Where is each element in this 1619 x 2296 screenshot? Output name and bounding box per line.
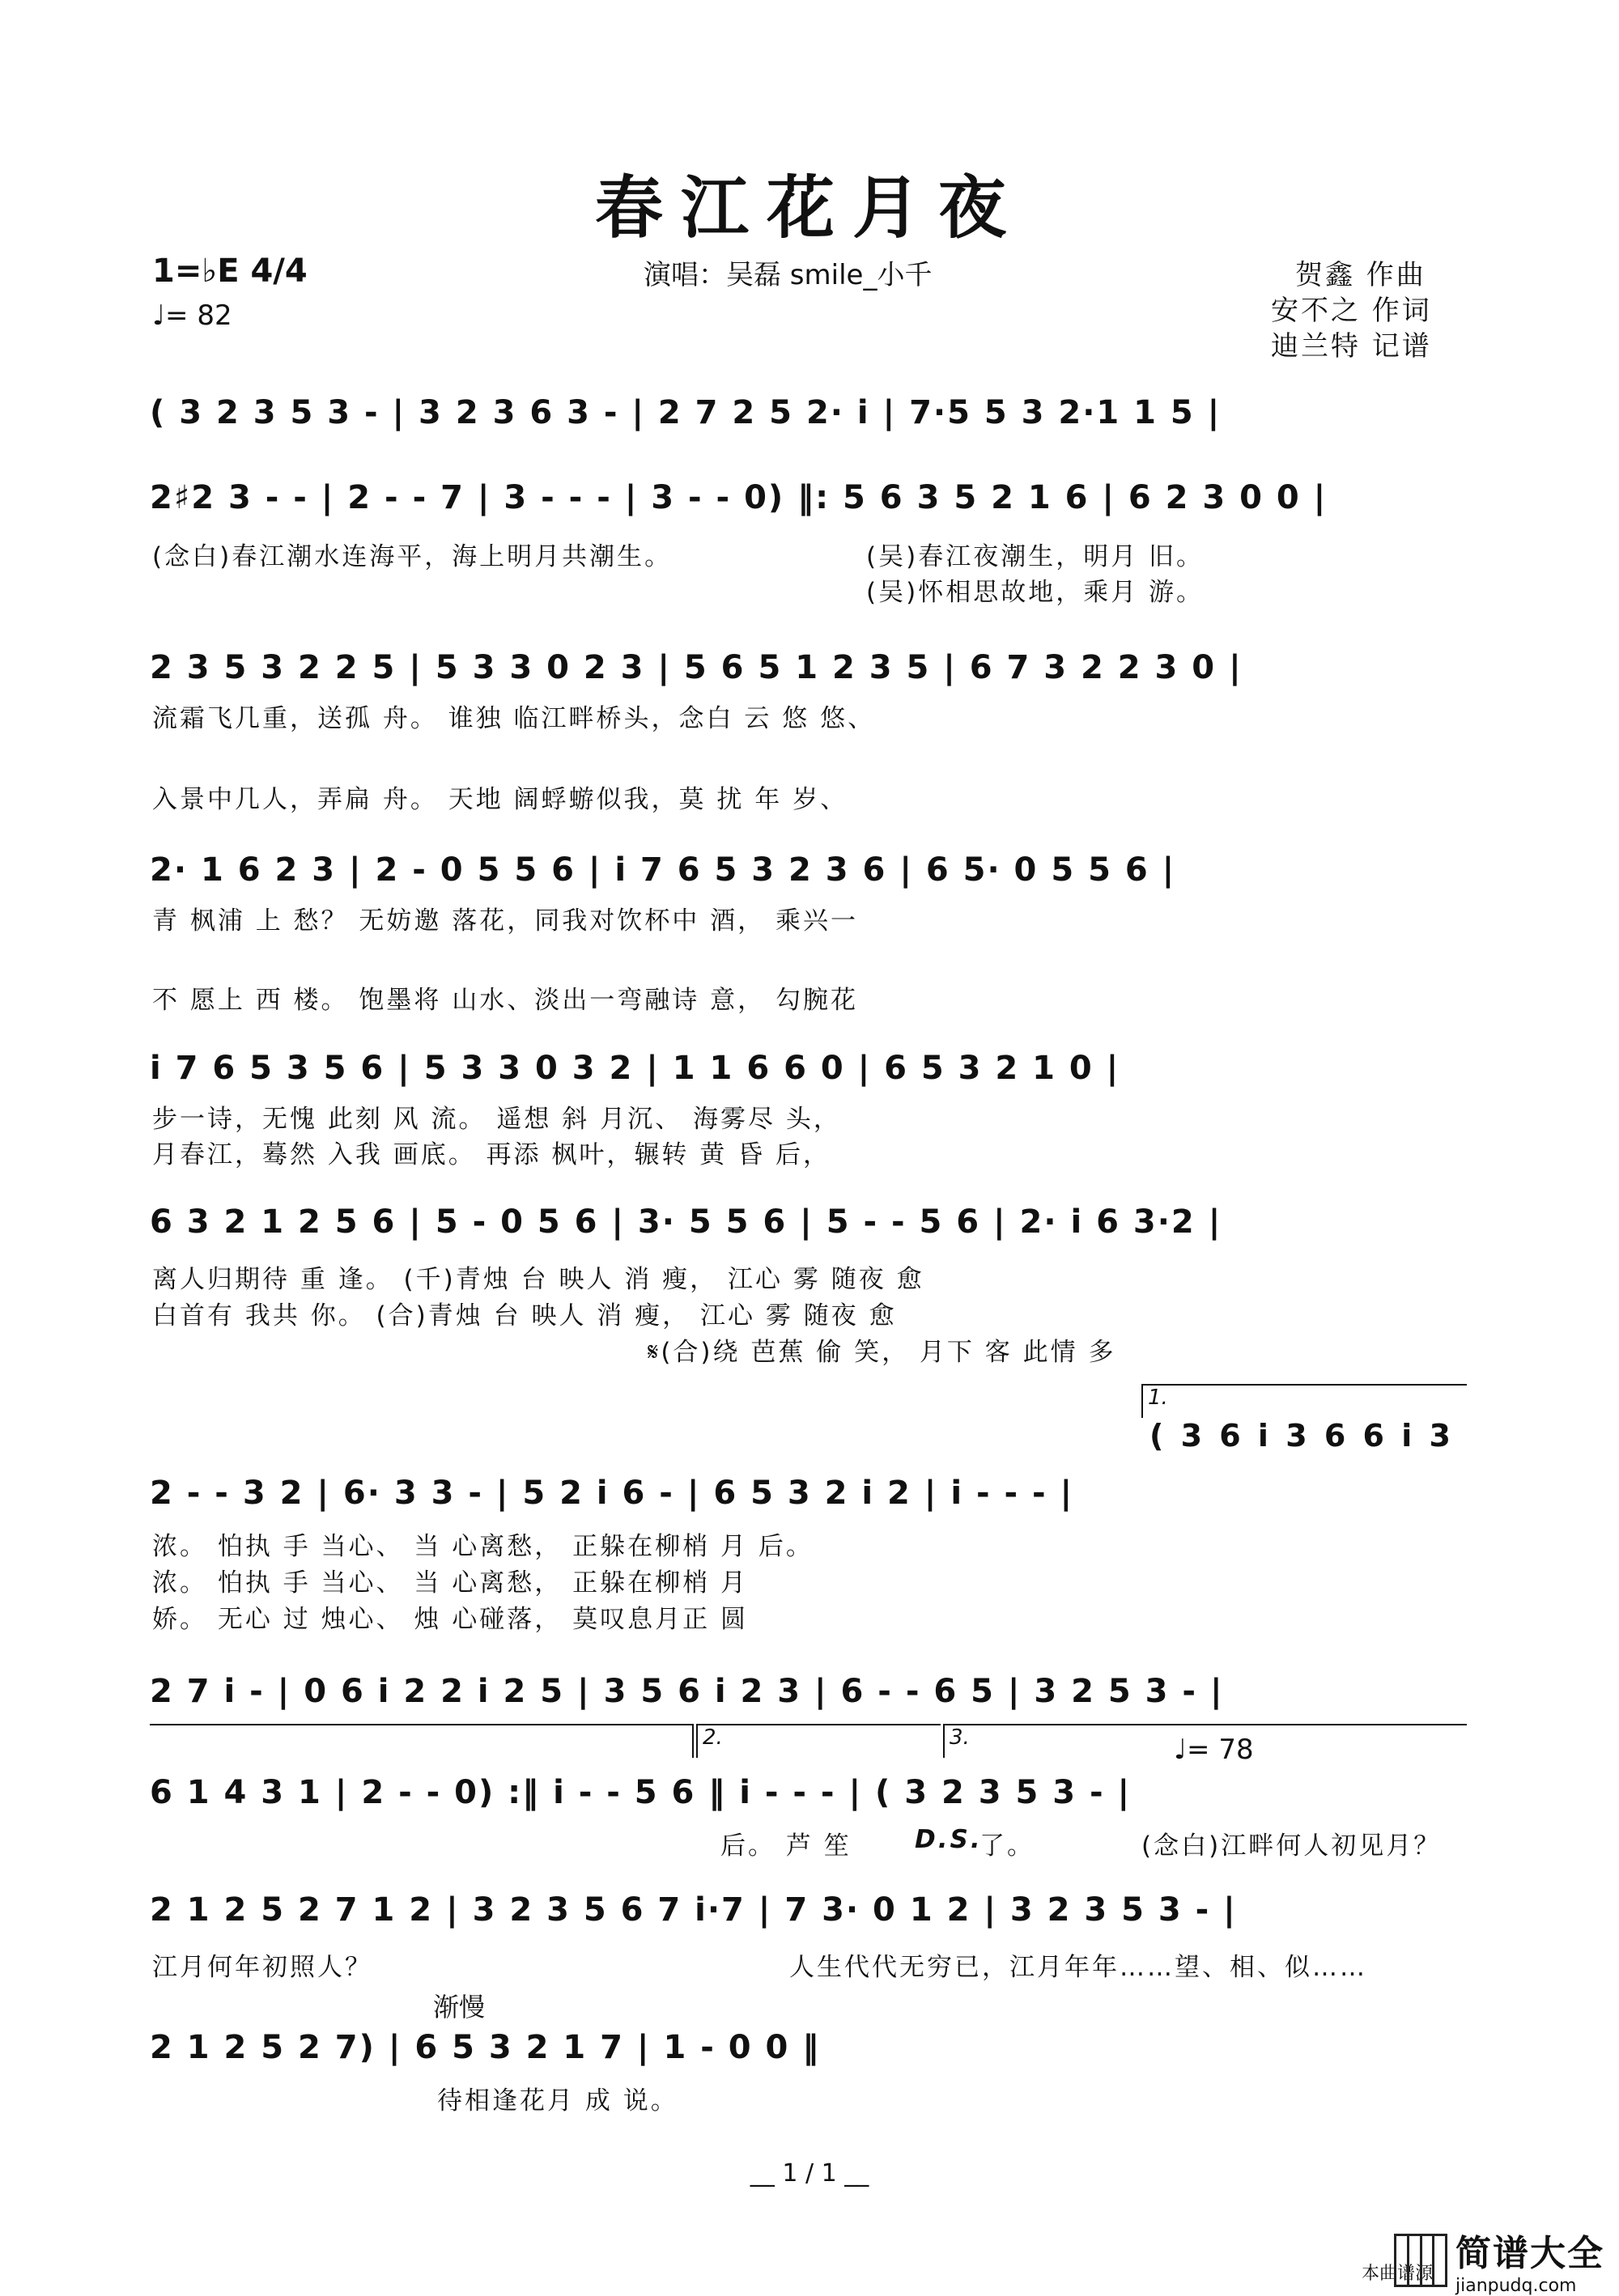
volta-1-label: 1. bbox=[1148, 1386, 1168, 1410]
ritardando-marking: 渐慢 bbox=[433, 1992, 486, 2022]
site-logo[interactable] bbox=[1394, 2224, 1604, 2296]
notes-line: ( 3 2 3 5 3 - | 3 2 3 6 3 - | 2 7 2 5 2· i | 7·5 5 3 2·1 1 5 | bbox=[150, 394, 1222, 431]
source-notice: 本曲谱源 bbox=[1361, 2264, 1433, 2284]
lyric-line: (吴)春江夜潮生，明月 旧。 bbox=[866, 542, 1205, 571]
lyric-line: 后。 芦 笙 bbox=[720, 1831, 852, 1861]
lyric-line: 浓。 怕执 手 当心、 当 心离愁， 正躲在柳梢 月 后。 bbox=[152, 1532, 814, 1561]
site-url: jianpudq.com bbox=[1455, 2276, 1577, 2296]
score-system-6 bbox=[150, 1198, 1469, 1246]
lyric-line: 待相逢花月 成 说。 bbox=[437, 2086, 678, 2116]
notes-line: 2 7 i - | 0 6 i 2 2 i 2 5 | 3 5 6 i 2 3 | 6 - - 6 5 | 3 2 5 3 - | bbox=[150, 1673, 1224, 1710]
notes-line: 2· 1 6 2 3 | 2 - 0 5 5 6 | i 7 6 5 3 2 3 6 | 6 5· 0 5 5 6 | bbox=[150, 851, 1176, 889]
lyricist-credit: 安不之 作词 bbox=[1271, 295, 1432, 327]
lyric-line: 人生代代无穷已，江月年年……望、相、似…… bbox=[789, 1953, 1367, 1982]
volta-1-bracket bbox=[1141, 1384, 1467, 1418]
transcriber-credit: 迪兰特 记谱 bbox=[1271, 330, 1432, 363]
performer: 演唱：吴磊 smile_小千 bbox=[644, 259, 933, 291]
lyric-line: 𝄋(合)绕 芭蕉 偷 笑， 月下 客 此情 多 bbox=[648, 1338, 1116, 1367]
volta-1-notes: ( 3 6 i 3 6 6 i 3 bbox=[1149, 1418, 1454, 1454]
volta-2-bracket bbox=[696, 1724, 941, 1758]
score-system-3 bbox=[150, 643, 1469, 692]
notes-line: 6 1 4 3 1 | 2 - - 0) :‖ i - - 5 6 ‖ i - - - | ( 3 2 3 5 3 - | bbox=[150, 1774, 1132, 1811]
volta-bracket-first bbox=[150, 1724, 694, 1758]
tempo-change: ♩= 78 bbox=[1174, 1734, 1254, 1766]
page-title: 春江花月夜 bbox=[594, 168, 1024, 248]
notes-line: 6 3 2 1 2 5 6 | 5 - 0 5 6 | 3· 5 5 6 | 5 - - 5 6 | 2· i 6 3·2 | bbox=[150, 1203, 1222, 1241]
volta-3-label: 3. bbox=[950, 1725, 970, 1750]
lyric-line: 不 愿上 西 楼。 饱墨将 山水、淡出一弯融诗 意， 勾腕花 bbox=[152, 986, 858, 1015]
key-signature: 1=♭E 4/4 bbox=[152, 253, 308, 290]
score-system-5 bbox=[150, 1044, 1469, 1093]
score-system-11 bbox=[150, 2023, 903, 2072]
lyric-line: 入景中几人，弄扁 舟。 天地 阔蜉蝣似我，莫 扰 年 岁、 bbox=[152, 785, 848, 814]
lyric-line: (念白)春江潮水连海平，海上明月共潮生。 bbox=[152, 542, 673, 571]
notes-line: 2 3 5 3 2 2 5 | 5 3 3 0 2 3 | 5 6 5 1 2 3 5 | 6 7 3 2 2 3 0 | bbox=[150, 649, 1243, 686]
notes-line: i 7 6 5 3 5 6 | 5 3 3 0 3 2 | 1 1 6 6 0 | 6 5 3 2 1 0 | bbox=[150, 1050, 1120, 1087]
composer-credit: 贺鑫 作曲 bbox=[1295, 259, 1426, 291]
lyric-line: 浓。 怕执 手 当心、 当 心离愁， 正躲在柳梢 月 bbox=[152, 1568, 748, 1598]
score-system-1 bbox=[150, 388, 1469, 437]
notes-line: 2♯2 3 - - | 2 - - 7 | 3 - - - | 3 - - 0) ‖: 5 6 3 5 2 1 6 | 6 2 3 0 0 | bbox=[150, 479, 1328, 516]
lyric-line: 流霜飞几重，送孤 舟。 谁独 临江畔桥头，念白 云 悠 悠、 bbox=[152, 704, 876, 733]
notes-line: 2 1 2 5 2 7) | 6 5 3 2 1 7 | 1 - 0 0 ‖ bbox=[150, 2029, 821, 2066]
score-system-2 bbox=[150, 473, 1469, 522]
lyric-line: 江月何年初照人？ bbox=[152, 1953, 372, 1982]
lyric-line: 娇。 无心 过 烛心、 烛 心碰落， 莫叹息月正 圆 bbox=[152, 1605, 748, 1634]
lyric-line: 步一诗，无愧 此刻 风 流。 遥想 斜 月沉、 海雾尽 头， bbox=[152, 1105, 841, 1134]
notes-line: 2 1 2 5 2 7 1 2 | 3 2 3 5 6 7 i·7 | 7 3· 0 1 2 | 3 2 3 5 3 - | bbox=[150, 1891, 1237, 1929]
lyric-line: 青 枫浦 上 愁？ 无妨邀 落花，同我对饮杯中 酒， 乘兴一 bbox=[152, 906, 858, 936]
score-system-10 bbox=[150, 1886, 1469, 1934]
lyric-line: (念白)江畔何人初见月？ bbox=[1141, 1831, 1442, 1861]
lyric-line: 白首有 我共 你。 (合)青烛 台 映人 消 瘦， 江心 雾 随夜 愈 bbox=[152, 1301, 897, 1330]
piano-keys-icon bbox=[1394, 2234, 1447, 2287]
lyric-line: 离人归期待 重 逢。 (千)青烛 台 映人 消 瘦， 江心 雾 随夜 愈 bbox=[152, 1265, 924, 1294]
score-system-7 bbox=[150, 1469, 1469, 1517]
lyric-line: 了。 bbox=[979, 1831, 1035, 1861]
lyric-line: 月春江，蓦然 入我 画底。 再添 枫叶，辗转 黄 昏 后， bbox=[152, 1140, 831, 1169]
tempo-marking: ♩= 82 bbox=[152, 299, 232, 332]
score-system-8 bbox=[150, 1667, 1469, 1716]
page-number: __ 1 / 1 __ bbox=[750, 2159, 869, 2188]
score-system-9 bbox=[150, 1768, 1469, 1817]
notes-line: 2 - - 3 2 | 6· 3 3 - | 5 2 i 6 - | 6 5 3 2 i 2 | i - - - | bbox=[150, 1475, 1074, 1512]
ds-marking: D.S. bbox=[915, 1825, 983, 1854]
site-name: 简谱大全 bbox=[1455, 2233, 1604, 2274]
lyric-line: (吴)怀相思故地，乘月 游。 bbox=[866, 578, 1205, 607]
volta-2-label: 2. bbox=[703, 1725, 723, 1750]
score-system-4 bbox=[150, 846, 1469, 894]
